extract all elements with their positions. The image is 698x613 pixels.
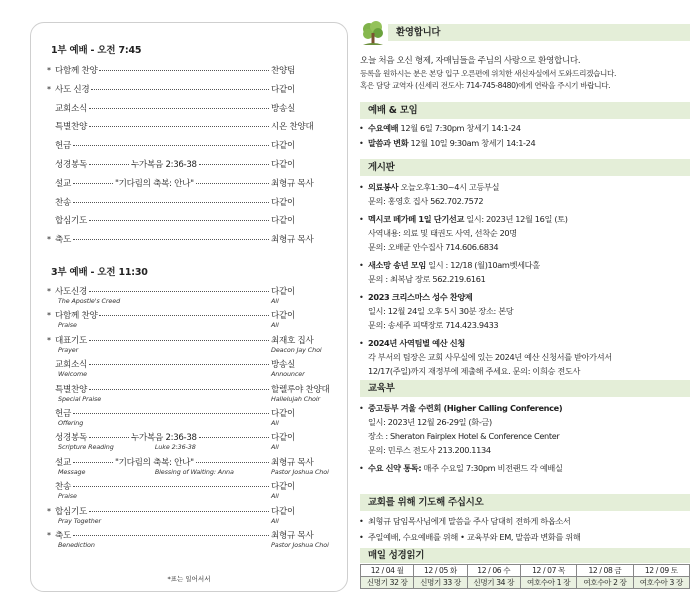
program-row bbox=[47, 456, 331, 468]
program-leader: 최재호 집사 bbox=[271, 335, 314, 346]
bullet-line: 문의: 송세주 피택장로 714.423.9433 bbox=[368, 320, 499, 330]
program-leader: 최형규 목사 bbox=[271, 457, 314, 468]
bullet-item bbox=[368, 182, 690, 193]
program-label: 찬송 bbox=[55, 197, 72, 208]
footnote: *표는 일어서서 bbox=[167, 575, 211, 583]
program-english-leader: Hallelujah Choir bbox=[271, 394, 321, 403]
leader-dots bbox=[196, 183, 269, 184]
program-leader: 다같이 bbox=[271, 197, 296, 208]
prayer-header: 교회를 위해 기도해 주십시오 bbox=[360, 494, 690, 511]
leader-dots bbox=[89, 511, 269, 512]
program-english-label: Message bbox=[58, 467, 86, 476]
bullet-item bbox=[368, 292, 690, 303]
leader-dots bbox=[199, 164, 269, 165]
program-label: 헌금 bbox=[55, 409, 72, 419]
program-english-detail bbox=[155, 541, 271, 550]
reading-day: 12 / 07 목 bbox=[520, 565, 576, 577]
worship-header: 예배 & 모임 bbox=[360, 102, 690, 119]
program-row bbox=[47, 334, 331, 346]
program-english-detail: Luke 2:36-38 bbox=[154, 443, 196, 452]
bullet-line: 각 부서의 팀장은 교회 사무실에 있는 2024년 예산 신청서를 받아가셔서 bbox=[368, 352, 612, 362]
reading-chapter: 여호수아 3 장 bbox=[633, 577, 689, 589]
bullet-detail: 오늘오후1:30~4시 고등부실 bbox=[398, 182, 500, 192]
worship-item: • 수요예배 12월 6일 7:30pm 창세기 14:1-24 bbox=[368, 123, 690, 134]
program-label: 성경봉독 bbox=[55, 433, 88, 444]
program-english-row bbox=[58, 346, 331, 355]
program-leader: 다같이 bbox=[271, 216, 296, 227]
program-row bbox=[47, 158, 331, 170]
program-row bbox=[47, 177, 331, 189]
leader-dots bbox=[73, 535, 269, 536]
leader-dots bbox=[89, 389, 269, 390]
program-detail: 누가복음 2:36-38 bbox=[131, 160, 197, 170]
bullet-line: 문의: 오배균 안수집사 714.606.6834 bbox=[368, 242, 499, 252]
program-english-row bbox=[58, 419, 331, 428]
program-english-label: Benediction bbox=[58, 541, 95, 549]
leader-dots bbox=[196, 462, 269, 463]
bullet-detail: 일시 : 12/18 (월)10am벳세다홀 bbox=[425, 260, 540, 270]
program-english-leader: All bbox=[271, 516, 279, 525]
program-leader: 다같이 bbox=[271, 287, 296, 297]
program-english-row bbox=[58, 468, 331, 477]
reading-chapter: 신명기 34 장 bbox=[467, 577, 520, 589]
service1-title: 1부 예배 - 오전 7:45 bbox=[51, 45, 142, 56]
program-leader: 다같이 bbox=[271, 84, 296, 95]
program-leader: 다같이 bbox=[271, 311, 296, 322]
program-leader: 할렐루야 찬양대 bbox=[271, 384, 330, 395]
program-english-detail bbox=[155, 395, 271, 404]
program-detail: 누가복음 2:36-38 bbox=[131, 433, 197, 444]
program-english-row bbox=[58, 443, 331, 452]
program-row bbox=[47, 64, 331, 76]
program-label: 다함께 찬양 bbox=[55, 311, 98, 322]
program-english-row bbox=[58, 517, 331, 526]
program-english-detail bbox=[155, 419, 271, 428]
welcome-line-3: 혹은 담당 교역자 (신세리 전도사: 714-745-8480)에게 연락을 주시기 바랍니다. bbox=[360, 81, 611, 90]
leader-dots bbox=[73, 145, 269, 146]
program-label: 성경봉독 bbox=[55, 160, 88, 170]
program-row bbox=[47, 139, 331, 151]
leader-dots bbox=[89, 291, 269, 292]
program-english-detail: Blessing of Waiting: Anna bbox=[154, 467, 234, 476]
tree-icon bbox=[360, 20, 386, 46]
program-english-detail bbox=[155, 346, 271, 355]
program-english-label: Offering bbox=[58, 419, 84, 427]
program-label: 합심기도 bbox=[55, 216, 88, 227]
bullet-title: 수요 신약 통독: bbox=[368, 463, 422, 473]
bullet-item bbox=[368, 214, 690, 225]
program-english-detail bbox=[155, 297, 271, 306]
stand-marker: * bbox=[47, 531, 51, 540]
reading-chapter: 신명기 33 장 bbox=[414, 577, 467, 589]
program-english-leader: All bbox=[271, 419, 279, 427]
bullet-title: 의료봉사 bbox=[368, 182, 399, 192]
program-label: 축도 bbox=[55, 531, 72, 541]
leader-dots bbox=[73, 413, 269, 414]
reading-table bbox=[360, 564, 690, 589]
stand-marker: * bbox=[47, 335, 51, 345]
bullet-line: 일시: 2023년 12월 26-29일 (화-금) bbox=[368, 417, 492, 427]
program-english-detail bbox=[155, 370, 271, 379]
leader-dots bbox=[89, 220, 269, 221]
program-english-leader: All bbox=[271, 297, 279, 305]
program-label: 찬송 bbox=[55, 482, 72, 493]
program-english-label: Special Praise bbox=[58, 394, 102, 403]
reading-day: 12 / 04 월 bbox=[361, 565, 414, 577]
leader-dots bbox=[89, 108, 269, 109]
program-leader: 방송실 bbox=[271, 360, 296, 371]
bullet-line: 장소 : Sheraton Fairplex Hotel & Conference Center bbox=[368, 431, 560, 441]
program-row bbox=[47, 285, 331, 297]
stand-marker: * bbox=[47, 287, 51, 296]
program-english-label: Praise bbox=[58, 492, 77, 501]
bullet-title: 2023 크리스마스 성수 찬양제 bbox=[368, 292, 473, 302]
program-row bbox=[47, 214, 331, 226]
bullet-item bbox=[368, 260, 690, 271]
leader-dots bbox=[89, 126, 269, 127]
program-label: 설교 bbox=[55, 457, 72, 468]
bullet-item bbox=[368, 403, 690, 414]
program-english-label: The Apostle's Creed bbox=[58, 297, 121, 305]
bullet-line: 사역내용: 의료 및 태권도 사역, 선착순 20명 bbox=[368, 228, 517, 238]
program-english-leader: Deacon Jay Choi bbox=[271, 345, 322, 354]
leader-dots bbox=[73, 486, 269, 487]
program-label: 다함께 찬양 bbox=[55, 66, 98, 76]
leader-dots bbox=[73, 183, 113, 184]
program-leader: 다같이 bbox=[271, 160, 296, 170]
leader-dots bbox=[73, 202, 269, 203]
program-english-label: Praise bbox=[58, 321, 77, 330]
leader-dots bbox=[73, 239, 269, 240]
stand-marker: * bbox=[47, 311, 51, 321]
program-row bbox=[47, 505, 331, 517]
program-leader: 최형규 목사 bbox=[271, 531, 314, 541]
program-label: 대표기도 bbox=[55, 335, 88, 346]
reading-header: 매일 성경읽기 bbox=[360, 548, 690, 563]
bullet-line: 문의: 홍영호 집사 562.702.7572 bbox=[368, 196, 484, 206]
program-english-label: Welcome bbox=[58, 370, 87, 379]
program-english-row bbox=[58, 370, 331, 379]
program-label: 사도 신경 bbox=[55, 84, 90, 95]
stand-marker: * bbox=[47, 506, 51, 516]
welcome-line-2: 등록을 원하시는 분은 본당 입구 오른편에 위치한 새신자실에서 도와드리겠습니다. bbox=[360, 69, 617, 78]
program-label: 특별찬양 bbox=[55, 122, 88, 133]
program-leader: 방송실 bbox=[271, 103, 296, 114]
bullet-title: 2024년 사역팀별 예산 신청 bbox=[368, 338, 465, 348]
bullet-title: 중고등부 겨울 수련회 (Higher Calling Conference) bbox=[368, 403, 563, 413]
leader-dots bbox=[91, 89, 269, 90]
program-leader: 다같이 bbox=[271, 433, 296, 444]
program-row bbox=[47, 233, 331, 245]
service3-title: 3부 예배 - 오전 11:30 bbox=[51, 267, 148, 278]
program-english-row bbox=[58, 492, 331, 501]
bullet-detail: 일시: 2023년 12월 16일 (토) bbox=[464, 214, 568, 224]
stand-marker: * bbox=[47, 84, 51, 94]
program-detail: "기다림의 축복: 안나" bbox=[115, 457, 194, 468]
program-english-label: Prayer bbox=[58, 345, 79, 354]
leader-dots bbox=[99, 315, 269, 316]
program-english-detail bbox=[155, 492, 271, 501]
worship-item: • 말씀과 변화 12월 10일 9:30am 창세기 14:1-24 bbox=[368, 138, 690, 149]
program-row bbox=[47, 102, 331, 114]
program-row bbox=[47, 83, 331, 95]
program-english-row bbox=[58, 541, 331, 550]
program-row bbox=[47, 120, 331, 132]
program-english-leader: All bbox=[271, 492, 279, 501]
program-english-detail bbox=[155, 517, 271, 526]
leader-dots bbox=[89, 340, 269, 341]
program-label: 사도신경 bbox=[55, 287, 88, 297]
program-leader: 최형규 목사 bbox=[271, 178, 314, 189]
bullet-detail: 매주 수요일 7:30pm 비전랜드 각 예배실 bbox=[421, 463, 563, 473]
reading-day: 12 / 08 금 bbox=[577, 565, 633, 577]
bullet-item bbox=[368, 338, 690, 349]
program-leader: 다같이 bbox=[271, 482, 296, 493]
program-row bbox=[47, 407, 331, 419]
program-english-label: Pray Together bbox=[58, 516, 102, 525]
program-english-row bbox=[58, 395, 331, 404]
program-leader: 시온 찬양대 bbox=[271, 122, 314, 133]
program-english-leader: Pastor Joshua Choi bbox=[271, 541, 329, 549]
program-leader: 최형규 목사 bbox=[271, 235, 314, 246]
program-english-label: Scripture Reading bbox=[58, 443, 114, 452]
education-header: 교육부 bbox=[360, 380, 690, 397]
welcome-line-1: 오늘 처음 오신 형제, 자매님들을 주님의 사랑으로 환영합니다. bbox=[360, 56, 581, 66]
program-leader: 다같이 bbox=[271, 506, 296, 517]
program-leader: 다같이 bbox=[271, 141, 296, 152]
program-english-detail bbox=[155, 321, 271, 330]
bullet-line: 문의 : 최복남 장로 562.219.6161 bbox=[368, 274, 486, 284]
bullet-title: 새소망 송년 모임 bbox=[368, 260, 426, 270]
bullet-line: 12/17(주일)까지 재정부에 제출해 주세요. 문의: 이희승 전도사 bbox=[368, 366, 581, 376]
program-row bbox=[47, 431, 331, 443]
program-english-leader: Announcer bbox=[271, 370, 305, 379]
stand-marker: * bbox=[47, 66, 51, 75]
program-label: 교회소식 bbox=[55, 103, 88, 114]
program-row bbox=[47, 383, 331, 395]
reading-day: 12 / 05 화 bbox=[414, 565, 467, 577]
prayer-item: • 최형규 담임목사님에게 말씀을 주사 담대히 전하게 하옵소서 bbox=[368, 516, 690, 527]
board-header: 게시판 bbox=[360, 159, 690, 176]
bullet-item bbox=[368, 463, 690, 474]
program-row bbox=[47, 480, 331, 492]
welcome-header: 환영합니다 bbox=[388, 24, 690, 41]
reading-chapter: 여호수아 2 장 bbox=[577, 577, 633, 589]
program-label: 설교 bbox=[55, 178, 72, 189]
program-row bbox=[47, 529, 331, 541]
leader-dots bbox=[99, 70, 269, 71]
leader-dots bbox=[73, 462, 113, 463]
program-leader: 다같이 bbox=[271, 409, 296, 419]
reading-day: 12 / 06 수 bbox=[467, 565, 520, 577]
leader-dots bbox=[199, 437, 269, 438]
prayer-item: • 주일예배, 수요예배를 위해 • 교육부와 EM, 말씀과 변화를 위해 bbox=[368, 532, 690, 543]
program-label: 축도 bbox=[55, 235, 72, 246]
program-detail: "기다림의 축복: 안나" bbox=[115, 178, 194, 189]
leader-dots bbox=[89, 164, 129, 165]
program-english-leader: All bbox=[271, 443, 279, 452]
leader-dots bbox=[89, 437, 129, 438]
reading-chapter: 여호수아 1 장 bbox=[520, 577, 576, 589]
program-label: 합심기도 bbox=[55, 506, 88, 517]
leader-dots bbox=[89, 364, 269, 365]
program-english-leader: Pastor Joshua Choi bbox=[271, 467, 329, 476]
program-row bbox=[47, 196, 331, 208]
program-label: 헌금 bbox=[55, 141, 72, 152]
program-leader: 찬양팀 bbox=[271, 66, 296, 76]
program-row bbox=[47, 309, 331, 321]
bullet-line: 문의: 민루스 전도사 213.200.1134 bbox=[368, 445, 491, 455]
program-label: 교회소식 bbox=[55, 360, 88, 371]
program-english-leader: All bbox=[271, 321, 279, 330]
bullet-title: 멕시코 떼가떼 1일 단기선교 bbox=[368, 214, 464, 224]
program-label: 특별찬양 bbox=[55, 384, 88, 395]
program-english-row bbox=[58, 321, 331, 330]
program-english-row bbox=[58, 297, 331, 306]
order-of-worship-panel bbox=[30, 22, 348, 592]
reading-day: 12 / 09 토 bbox=[633, 565, 689, 577]
stand-marker: * bbox=[47, 235, 51, 245]
reading-chapter: 신명기 32 장 bbox=[361, 577, 414, 589]
bullet-line: 일시: 12월 24일 오후 5시 30분 장소: 본당 bbox=[368, 306, 514, 316]
program-row bbox=[47, 358, 331, 370]
